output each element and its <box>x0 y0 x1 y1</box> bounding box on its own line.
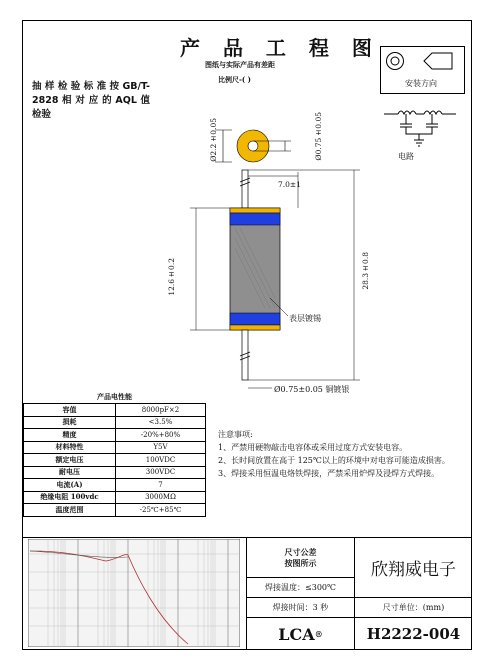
title-block <box>246 537 472 650</box>
subtitle-disclaimer: 图纸与实际产品有差距 <box>205 60 275 69</box>
top-view-drawing <box>215 110 295 170</box>
performance-key: 耐电压 <box>24 466 116 479</box>
terminal-bottom <box>230 313 280 325</box>
performance-value: 300VDC <box>116 466 206 479</box>
registered-mark: ® <box>314 629 323 639</box>
terminal-top <box>230 213 280 225</box>
performance-value: 7 <box>116 479 206 492</box>
performance-value: -25℃+85℃ <box>116 504 206 517</box>
circuit-symbol-icon <box>380 100 460 150</box>
performance-key: 材料特性 <box>24 441 116 454</box>
note-item: 2、长时间放置在高于 125℃以上的环境中对电容可能造成损害。 <box>218 456 450 465</box>
circuit-label: 电路 <box>398 152 414 161</box>
performance-key: 绝缘电阻 100vdc <box>24 491 116 504</box>
performance-key: 精度 <box>24 429 116 442</box>
performance-table <box>23 403 206 517</box>
side-view-drawing <box>160 168 380 398</box>
brand-logo: LCA <box>278 624 315 644</box>
note-item: 1、严禁用硬物敲击电容体或采用过度方式安装电容。 <box>218 443 408 452</box>
inspection-standard: 抽 样 检 验 标 准 按 GB/T-2828 相 对 应 的 AQL 值检验 <box>32 81 150 120</box>
dim-body-length: 12.6±0.2 <box>167 258 176 296</box>
install-direction-icon <box>384 50 462 74</box>
company-name: 欣翔威电子 <box>354 537 472 597</box>
performance-row <box>24 416 206 429</box>
performance-value: 8000pF×2 <box>116 404 206 417</box>
notes-section <box>218 428 458 480</box>
install-direction-label: 安装方向 <box>405 79 437 88</box>
lead-spec-label: Ø0.75±0.05 铜镀银 <box>274 385 350 394</box>
performance-value: <3.5% <box>116 416 206 429</box>
subtitle-scale: 比例尺-( ) <box>218 75 251 84</box>
page-title: 产 品 工 程 图 <box>180 36 380 60</box>
dim-hole-diameter: Ø0.75±0.05 <box>314 112 323 161</box>
dimension-unit: 尺寸单位：(mm) <box>354 597 472 617</box>
performance-row <box>24 504 206 517</box>
tolerance-cell <box>246 537 354 577</box>
performance-title: 产品电性能 <box>97 392 132 401</box>
solder-time: 焊接时间：3 秒 <box>246 597 354 617</box>
note-item: 3、焊接采用恒温电烙铁焊接，严禁采用炉焊及浸焊方式焊接。 <box>218 469 440 478</box>
tolerance-line2: 按图所示 <box>284 557 317 568</box>
dim-lead-offset: 7.0±1 <box>278 180 301 189</box>
performance-row <box>24 404 206 417</box>
frequency-response-graph <box>28 539 240 647</box>
performance-value: -20%+80% <box>116 429 206 442</box>
performance-row <box>24 479 206 492</box>
part-number: H2222-004 <box>354 617 472 650</box>
performance-key: 损耗 <box>24 416 116 429</box>
dim-outer-diameter: Ø2.2±0.05 <box>209 118 218 162</box>
performance-row <box>24 491 206 504</box>
performance-row <box>24 466 206 479</box>
solder-temp: 焊接温度：≤300℃ <box>246 577 354 597</box>
performance-key: 电流(A) <box>24 479 116 492</box>
notes-title: 注意事项: <box>218 430 253 439</box>
dim-total-length: 28.3±0.8 <box>361 252 370 290</box>
performance-key: 温度范围 <box>24 504 116 517</box>
performance-value: 3000MΩ <box>116 491 206 504</box>
performance-value: 100VDC <box>116 454 206 467</box>
performance-row <box>24 429 206 442</box>
performance-row <box>24 441 206 454</box>
performance-row <box>24 454 206 467</box>
disc-hole <box>248 141 258 151</box>
performance-key: 容值 <box>24 404 116 417</box>
coating-label: 表层镀锡 <box>289 314 321 323</box>
capacitor-body <box>230 208 280 330</box>
tolerance-line1: 尺寸公差 <box>284 546 317 557</box>
performance-value: Y5V <box>116 441 206 454</box>
performance-key: 额定电压 <box>24 454 116 467</box>
brand-cell <box>246 617 354 650</box>
